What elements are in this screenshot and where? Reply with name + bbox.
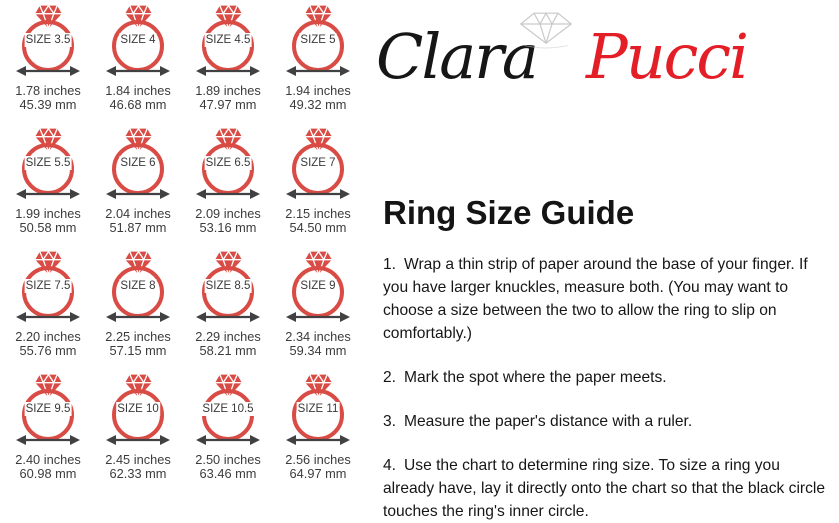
diameter-inches: 2.40 inches: [15, 452, 81, 467]
diameter-mm: 62.33 mm: [109, 465, 167, 481]
diameter-inches: 2.50 inches: [195, 452, 261, 467]
diameter-inches: 2.04 inches: [105, 206, 171, 221]
ring-size-cell: [93, 251, 183, 357]
ring-size-cell: [93, 128, 183, 234]
instruction-step: [383, 253, 833, 345]
ring-size-cell: [183, 374, 273, 480]
ring-size-cell: [273, 374, 363, 480]
instruction-step: [383, 454, 833, 523]
diameter-mm: 50.58 mm: [19, 219, 77, 235]
diameter-mm: 60.98 mm: [19, 465, 77, 481]
diameter-arrow-icon: [286, 65, 350, 77]
diameter-mm: 59.34 mm: [289, 342, 347, 358]
diameter-arrow-icon: [196, 65, 260, 77]
ring-size-label: SIZE 8.5: [205, 280, 251, 292]
ring-size-label: SIZE 7.5: [25, 280, 71, 292]
ring-size-cell: [3, 128, 93, 234]
ring-size-cell: [3, 374, 93, 480]
diamond-outline-icon: [516, 8, 576, 52]
diameter-arrow-icon: [286, 434, 350, 446]
diameter-mm: 55.76 mm: [19, 342, 77, 358]
step-number: 4.: [383, 457, 397, 474]
step-number: 3.: [383, 413, 397, 430]
brand-logo: [370, 0, 835, 108]
step-text: Use the chart to determine ring size. To size a ring you already have, lay it directly onto the chart so that the black circle touches the ring's inner circle.: [383, 457, 826, 520]
diameter-arrow-icon: [106, 311, 170, 323]
diameter-arrow-icon: [106, 65, 170, 77]
ring-size-cell: [273, 251, 363, 357]
diameter-inches: 2.20 inches: [15, 329, 81, 344]
ring-size-cell: [93, 374, 183, 480]
ring-size-label: SIZE 9.5: [25, 403, 71, 415]
diameter-arrow-icon: [16, 188, 80, 200]
step-number: 2.: [383, 369, 397, 386]
ring-size-label: SIZE 4: [120, 34, 156, 46]
ring-size-cell: [273, 5, 363, 111]
ring-size-label: SIZE 5: [300, 34, 336, 46]
diameter-mm: 51.87 mm: [109, 219, 167, 235]
brand-name-clara: Clara: [376, 20, 537, 93]
diameter-inches: 2.25 inches: [105, 329, 171, 344]
diameter-arrow-icon: [196, 188, 260, 200]
page-title: Ring Size Guide: [383, 194, 635, 231]
diameter-arrow-icon: [196, 434, 260, 446]
brand-name-pucci: Pucci: [586, 20, 747, 93]
instruction-step: [383, 366, 833, 389]
diameter-arrow-icon: [16, 65, 80, 77]
ring-size-label: SIZE 5.5: [25, 157, 71, 169]
diameter-inches: 2.29 inches: [195, 329, 261, 344]
ring-size-cell: [183, 128, 273, 234]
right-panel: [370, 0, 835, 520]
step-text: Mark the spot where the paper meets.: [404, 369, 667, 386]
ring-size-cell: [183, 251, 273, 357]
diameter-inches: 1.84 inches: [105, 83, 171, 98]
diameter-inches: 2.34 inches: [285, 329, 351, 344]
diameter-inches: 1.99 inches: [15, 206, 81, 221]
ring-size-label: SIZE 4.5: [205, 34, 251, 46]
diameter-inches: 2.45 inches: [105, 452, 171, 467]
diameter-arrow-icon: [286, 311, 350, 323]
ring-size-label: SIZE 6: [120, 157, 156, 169]
diameter-arrow-icon: [106, 188, 170, 200]
instruction-step: [383, 410, 833, 433]
diameter-mm: 58.21 mm: [199, 342, 257, 358]
diameter-inches: 1.94 inches: [285, 83, 351, 98]
diameter-arrow-icon: [106, 434, 170, 446]
diameter-arrow-icon: [196, 311, 260, 323]
diameter-arrow-icon: [16, 311, 80, 323]
diameter-mm: 63.46 mm: [199, 465, 257, 481]
diameter-mm: 53.16 mm: [199, 219, 257, 235]
diameter-mm: 49.32 mm: [289, 96, 347, 112]
diameter-inches: 1.89 inches: [195, 83, 261, 98]
diameter-inches: 2.56 inches: [285, 452, 351, 467]
diameter-mm: 47.97 mm: [199, 96, 257, 112]
diameter-mm: 64.97 mm: [289, 465, 347, 481]
step-number: 1.: [383, 256, 397, 273]
ring-size-label: SIZE 6.5: [205, 157, 251, 169]
ring-size-label: SIZE 7: [300, 157, 336, 169]
diameter-mm: 46.68 mm: [109, 96, 167, 112]
diameter-mm: 54.50 mm: [289, 219, 347, 235]
ring-size-label: SIZE 10: [117, 403, 159, 415]
ring-size-cell: [93, 5, 183, 111]
diameter-mm: 57.15 mm: [109, 342, 167, 358]
diameter-arrow-icon: [16, 434, 80, 446]
ring-size-cell: [273, 128, 363, 234]
ring-size-cell: [183, 5, 273, 111]
diameter-arrow-icon: [286, 188, 350, 200]
ring-size-label: SIZE 3.5: [25, 34, 71, 46]
ring-size-label: SIZE 9: [300, 280, 336, 292]
ring-size-label: SIZE 11: [297, 403, 339, 415]
ring-size-label: SIZE 10.5: [202, 403, 254, 415]
step-text: Measure the paper's distance with a ruler.: [404, 413, 693, 430]
step-text: Wrap a thin strip of paper around the base of your finger. If you have larger knuckles, measure both. (You may want to choose a size between the two to allow the ring to slip on comfortably.): [383, 256, 808, 342]
diameter-inches: 2.15 inches: [285, 206, 351, 221]
diameter-mm: 45.39 mm: [19, 96, 77, 112]
diameter-inches: 2.09 inches: [195, 206, 261, 221]
ring-size-cell: [3, 251, 93, 357]
ring-size-cell: [3, 5, 93, 111]
instructions-list: [370, 253, 835, 523]
ring-size-chart: [3, 5, 363, 480]
diameter-inches: 1.78 inches: [15, 83, 81, 98]
ring-size-label: SIZE 8: [120, 280, 156, 292]
